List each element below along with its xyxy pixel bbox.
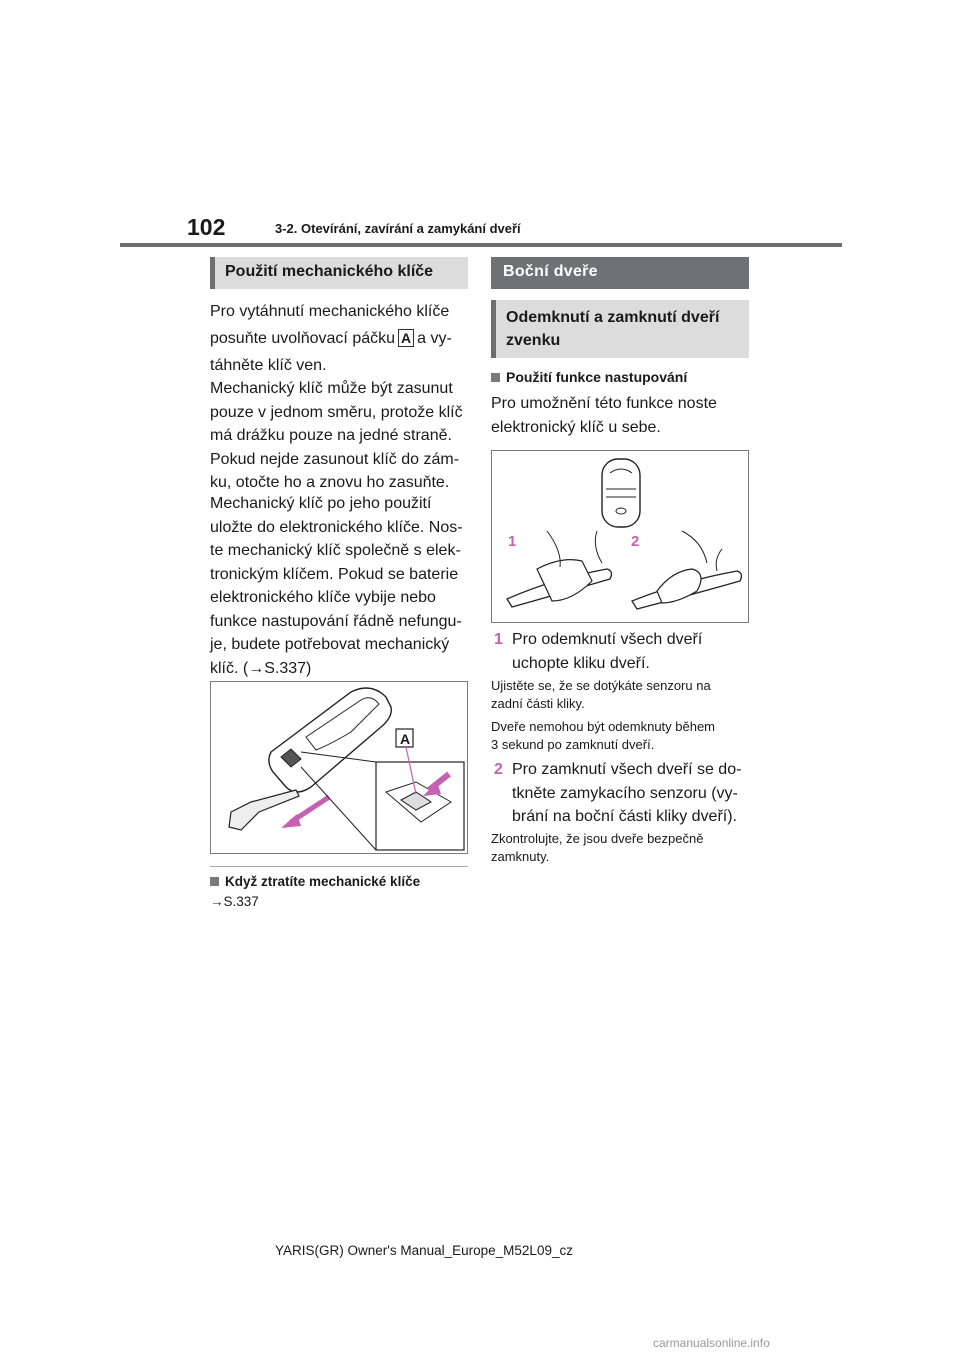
label-a-inline: A	[398, 329, 414, 347]
note-lost-keys-ref: →S.337	[210, 894, 259, 909]
square-bullet-icon	[491, 373, 500, 382]
heading-side-doors: Boční dveře	[491, 257, 749, 289]
step-1-number: 1	[494, 631, 503, 648]
note-divider	[210, 866, 468, 867]
page-number: 102	[187, 214, 226, 240]
figure-label-1: 1	[508, 533, 517, 550]
section-title: 3-2. Otevírání, zavírání a zamykání dveří	[275, 221, 521, 236]
key-illustration	[211, 682, 467, 853]
figure-door-handle	[491, 450, 749, 623]
step-2: 2 Pro zamknutí všech dveří se do- tkněte zamykacího senzoru (vy- brání na boční části kliky dveří).	[491, 758, 753, 829]
step-1-note-2: Dveře nemohou být odemknuty během 3 sekund po zamknutí dveří.	[491, 719, 716, 752]
footer-manual-id: YARIS(GR) Owner's Manual_Europe_M52L09_cz	[275, 1243, 573, 1258]
item-heading-entry: Použití funkce nastupování	[491, 366, 687, 390]
step-2-note: Zkontrolujte, že jsou dveře bezpečně zamknuty.	[491, 831, 704, 864]
step-1: 1 Pro odemknutí všech dveří uchopte kliku dveří.	[491, 628, 751, 675]
figure-label-2: 2	[631, 533, 640, 550]
square-bullet-icon	[210, 877, 219, 886]
header-divider	[120, 243, 842, 247]
intro-entry: Pro umožnění této funkce noste elektronický klíč u sebe.	[491, 395, 717, 436]
door-handle-illustration	[492, 451, 748, 622]
figure-mechanical-key	[210, 681, 468, 854]
para-mechanical-key-1: Pro vytáhnutí mechanického klíče posuňte uvolňovací páčku A a vy- táhněte klíč ven.	[210, 303, 452, 374]
step-2-number: 2	[494, 761, 503, 778]
figure-label-a: A	[400, 731, 411, 747]
heading-mechanical-key: Použití mechanického klíče	[210, 257, 468, 289]
step-1-note-1: Ujistěte se, že se dotýkáte senzoru na zadní části kliky.	[491, 678, 711, 711]
watermark: carmanualsonline.info	[653, 1336, 770, 1350]
subheading-unlock-lock: Odemknutí a zamknutí dveří zvenku	[491, 300, 749, 358]
para-mechanical-key-2: Mechanický klíč může být zasunut pouze v jednom směru, protože klíč má drážku pouze na jedné straně. Pokud nejde zasunout klíč do zám- ku, otočte ho a znovu ho zasuňte.	[210, 380, 463, 491]
note-lost-keys: Když ztratíte mechanické klíče	[210, 873, 420, 891]
para-mechanical-key-3: Mechanický klíč po jeho použití uložte do elektronického klíče. Nos- te mechanický klíč společně s elek- tronickým klíčem. Pokud se baterie elektronického klíče vybije nebo funkce nastupování řádně nefungu- je, budete potřebovat mechanický klíč. (→S.337)	[210, 495, 463, 677]
